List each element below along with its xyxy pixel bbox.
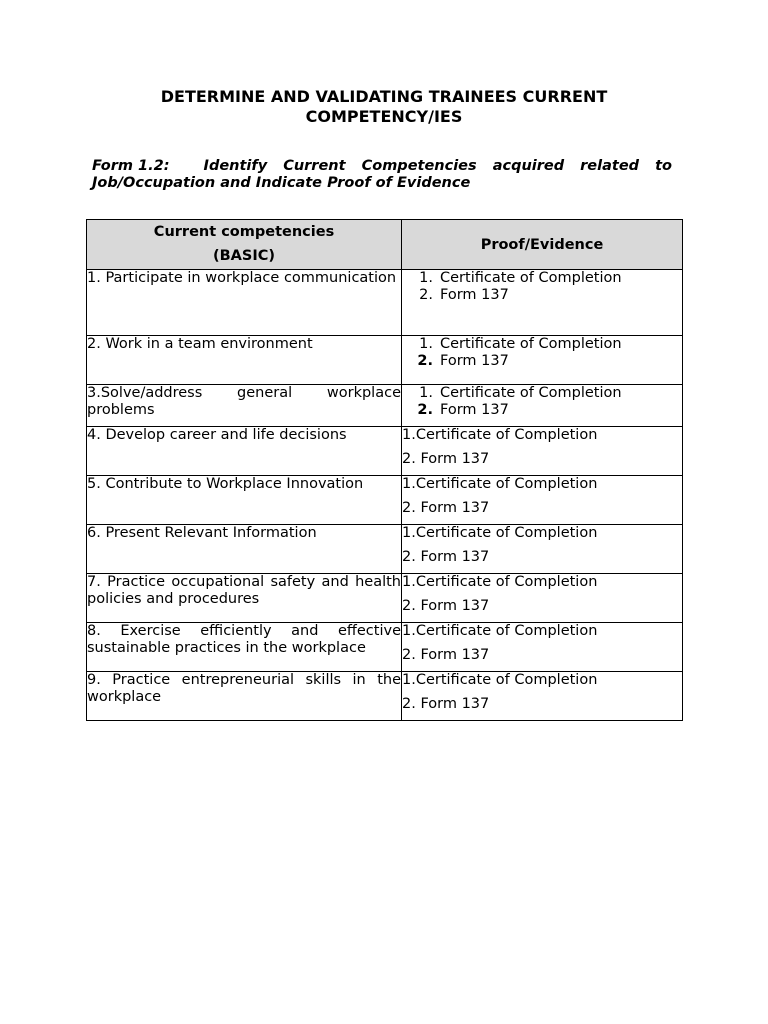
competency-table xyxy=(86,219,683,721)
evidence-item: 2. Form 137 xyxy=(402,598,490,614)
evidence-item xyxy=(402,336,682,353)
table-row xyxy=(87,672,683,721)
evidence-item: 1.Certificate of Completion xyxy=(402,672,598,688)
evidence-cell xyxy=(402,672,683,721)
evidence-number: 2. xyxy=(417,402,433,418)
evidence-text: Form 137 xyxy=(440,353,509,369)
evidence-text: Form 137 xyxy=(440,402,509,418)
competency-text: 1. Participate in workplace communication xyxy=(87,270,397,286)
evidence-item: 2. Form 137 xyxy=(402,647,490,663)
evidence-item: 2. Form 137 xyxy=(402,451,490,467)
evidence-item xyxy=(402,270,682,287)
evidence-item: 1.Certificate of Completion xyxy=(402,427,598,443)
competency-cell xyxy=(87,336,402,385)
evidence-cell xyxy=(402,385,683,427)
evidence-number: 2. xyxy=(419,287,433,303)
evidence-cell xyxy=(402,525,683,574)
header-current-competencies: Current competencies (BASIC) xyxy=(87,220,402,270)
evidence-cell xyxy=(402,270,683,336)
competency-text: 7. Practice occupational safety and health policies and procedures xyxy=(87,574,401,607)
evidence-number: 1. xyxy=(419,270,433,286)
competency-text: 2. Work in a team environment xyxy=(87,336,313,352)
table-row xyxy=(87,427,683,476)
table-row xyxy=(87,623,683,672)
form-caption-line-2: Job/Occupation and Indicate Proof of Evidence xyxy=(92,175,471,191)
evidence-item: 2. Form 137 xyxy=(402,500,490,516)
competency-text: 5. Contribute to Workplace Innovation xyxy=(87,476,364,492)
evidence-item xyxy=(402,402,682,419)
evidence-number: 1. xyxy=(419,385,433,401)
competency-text: 4. Develop career and life decisions xyxy=(87,427,347,443)
table-row xyxy=(87,336,683,385)
evidence-cell xyxy=(402,623,683,672)
evidence-item: 1.Certificate of Completion xyxy=(402,525,598,541)
evidence-text: Form 137 xyxy=(440,287,509,303)
form-label: Form 1.2: xyxy=(92,158,170,174)
form-caption-text: Identify Current Competencies acquired related to xyxy=(203,158,672,174)
table-header-row xyxy=(87,220,683,270)
table-row xyxy=(87,574,683,623)
evidence-text: Certificate of Completion xyxy=(440,270,622,286)
evidence-number: 1. xyxy=(419,336,433,352)
title-line-2: COMPETENCY/IES xyxy=(305,107,463,126)
evidence-item: 1.Certificate of Completion xyxy=(402,574,598,590)
table-row xyxy=(87,270,683,336)
evidence-cell xyxy=(402,574,683,623)
header-proof-evidence: Proof/Evidence xyxy=(402,220,683,270)
evidence-cell xyxy=(402,427,683,476)
document-title xyxy=(92,87,676,127)
competency-text: 6. Present Relevant Information xyxy=(87,525,317,541)
evidence-item: 1.Certificate of Completion xyxy=(402,623,598,639)
competency-text: 3.Solve/address general workplace problems xyxy=(87,385,401,418)
competency-cell xyxy=(87,385,402,427)
competency-cell xyxy=(87,427,402,476)
evidence-item: 1.Certificate of Completion xyxy=(402,476,598,492)
evidence-item xyxy=(402,353,682,370)
evidence-item xyxy=(402,385,682,402)
competency-text: 8. Exercise efficiently and effective sustainable practices in the workplace xyxy=(87,623,401,656)
table-row xyxy=(87,525,683,574)
evidence-cell xyxy=(402,336,683,385)
evidence-item: 2. Form 137 xyxy=(402,549,490,565)
evidence-text: Certificate of Completion xyxy=(440,385,622,401)
competency-cell xyxy=(87,476,402,525)
evidence-item: 2. Form 137 xyxy=(402,696,490,712)
form-caption xyxy=(92,158,672,192)
competency-cell xyxy=(87,672,402,721)
competency-cell xyxy=(87,525,402,574)
title-line-1: DETERMINE AND VALIDATING TRAINEES CURRENT xyxy=(160,87,608,106)
table-row xyxy=(87,476,683,525)
competency-cell xyxy=(87,574,402,623)
competency-text: 9. Practice entrepreneurial skills in the workplace xyxy=(87,672,401,705)
evidence-number: 2. xyxy=(417,353,433,369)
competency-cell xyxy=(87,623,402,672)
table-body xyxy=(87,270,683,721)
table-row xyxy=(87,385,683,427)
evidence-text: Certificate of Completion xyxy=(440,336,622,352)
evidence-cell xyxy=(402,476,683,525)
competency-cell xyxy=(87,270,402,336)
evidence-item xyxy=(402,287,682,304)
